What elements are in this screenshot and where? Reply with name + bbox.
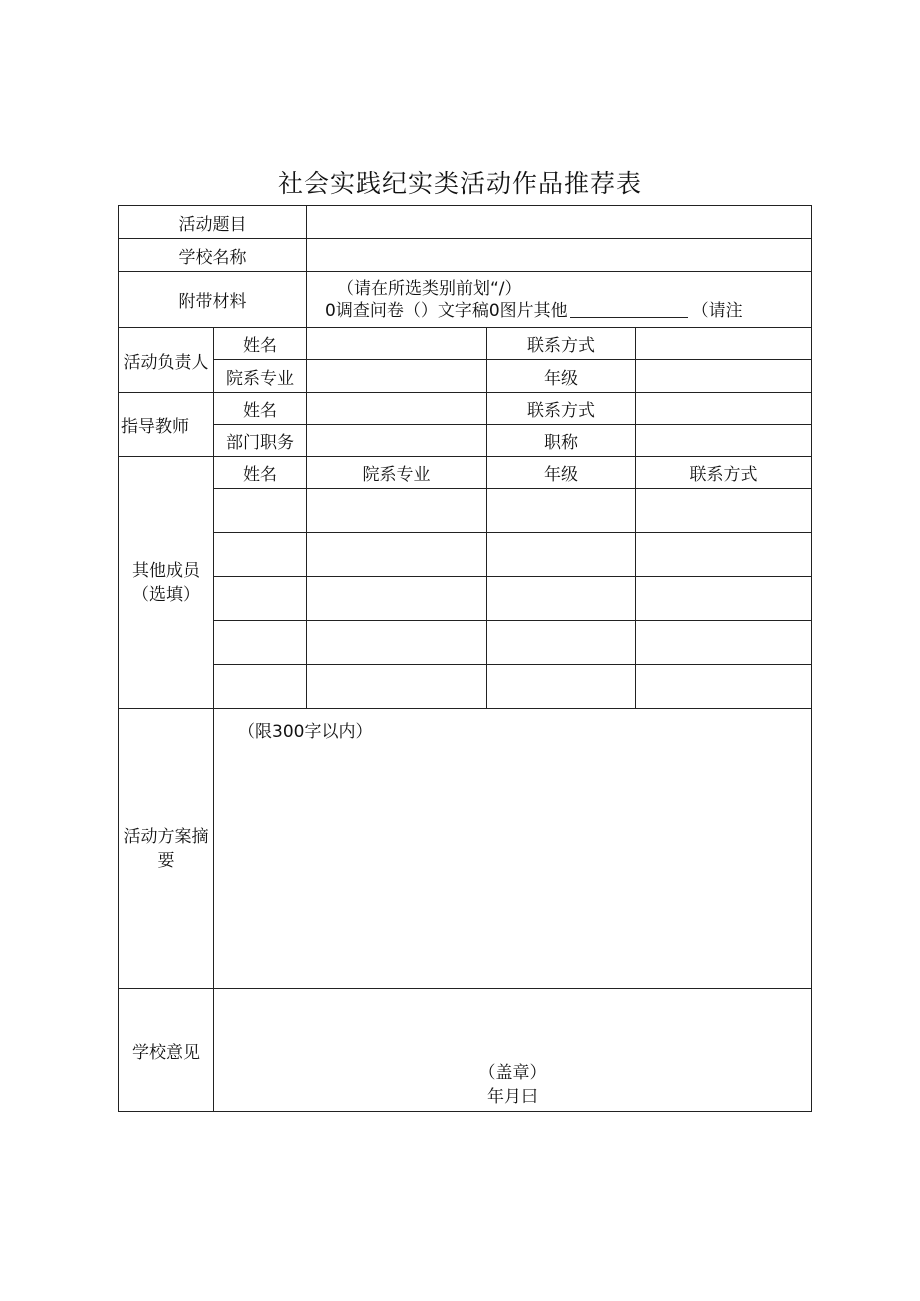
attachments-row [119,272,812,328]
teacher-title-field[interactable] [636,425,812,457]
teacher-section-label: 指导教师 [119,393,214,457]
leader-row-1 [119,328,812,360]
member-contact-field[interactable] [636,489,812,533]
member-major-field[interactable] [307,665,487,709]
leader-section-label: 活动负责人 [119,328,214,393]
member-name-field[interactable] [214,533,307,577]
members-table-row [119,621,812,665]
teacher-name-field[interactable] [307,393,487,425]
leader-row-2 [119,360,812,393]
member-grade-field[interactable] [487,621,636,665]
member-contact-field[interactable] [636,533,812,577]
attachments-label: 附带材料 [119,272,307,328]
leader-name-field[interactable] [307,328,487,360]
teacher-title-label: 职称 [487,425,636,457]
summary-label-line2: 要 [157,850,175,871]
summary-label-line1: 活动方案摘 [123,826,209,847]
attachments-field[interactable] [307,272,812,328]
member-grade-field[interactable] [487,577,636,621]
member-name-field[interactable] [214,577,307,621]
leader-major-label: 院系专业 [214,360,307,393]
member-name-field[interactable] [214,665,307,709]
recommendation-form-table [118,205,812,1112]
members-header-contact: 联系方式 [636,457,812,489]
summary-label [119,709,214,989]
members-table-row [119,533,812,577]
summary-limit-note: （限300字以内） [238,722,373,742]
teacher-dept-label: 部门职务 [214,425,307,457]
member-major-field[interactable] [307,533,487,577]
members-header-major: 院系专业 [307,457,487,489]
summary-field[interactable] [214,709,812,989]
school-name-field[interactable] [307,239,812,272]
members-header-grade: 年级 [487,457,636,489]
attachments-note-line1: （请在所选类别前划“/） [337,278,522,299]
member-contact-field[interactable] [636,577,812,621]
member-grade-field[interactable] [487,665,636,709]
members-table-row [119,577,812,621]
teacher-row-1 [119,393,812,425]
teacher-contact-field[interactable] [636,393,812,425]
teacher-row-2 [119,425,812,457]
members-section-label [119,457,214,709]
leader-grade-field[interactable] [636,360,812,393]
teacher-contact-label: 联系方式 [487,393,636,425]
member-major-field[interactable] [307,577,487,621]
school-name-row [119,239,812,272]
activity-title-label: 活动题目 [119,206,307,239]
attachments-note-suffix: （请注 [691,300,743,321]
school-opinion-label: 学校意见 [119,989,214,1112]
member-name-field[interactable] [214,489,307,533]
member-grade-field[interactable] [487,533,636,577]
teacher-name-label: 姓名 [214,393,307,425]
member-grade-field[interactable] [487,489,636,533]
members-header-name: 姓名 [214,457,307,489]
attachments-note-line2 [307,300,811,322]
teacher-dept-field[interactable] [307,425,487,457]
members-table-row [119,665,812,709]
seal-text: （盖章） [478,1063,547,1083]
school-name-label: 学校名称 [119,239,307,272]
members-label-line2: （选填） [132,584,200,605]
seal-and-date [214,1061,811,1109]
member-contact-field[interactable] [636,621,812,665]
leader-grade-label: 年级 [487,360,636,393]
leader-major-field[interactable] [307,360,487,393]
member-contact-field[interactable] [636,665,812,709]
date-text: 年月曰 [487,1087,538,1107]
members-table-row [119,489,812,533]
member-name-field[interactable] [214,621,307,665]
activity-title-field[interactable] [307,206,812,239]
leader-contact-label: 联系方式 [487,328,636,360]
members-header-row [119,457,812,489]
leader-contact-field[interactable] [636,328,812,360]
member-major-field[interactable] [307,489,487,533]
activity-title-row [119,206,812,239]
leader-name-label: 姓名 [214,328,307,360]
attachments-options-text: 0调查问卷（）文字稿0图片其他 [325,300,568,321]
summary-row [119,709,812,989]
members-label-line1: 其他成员 [132,560,200,581]
school-opinion-field[interactable] [214,989,812,1112]
school-opinion-row [119,989,812,1112]
page-title: 社会实践纪实类活动作品推荐表 [277,169,642,198]
member-major-field[interactable] [307,621,487,665]
other-blank-line[interactable] [570,317,688,318]
